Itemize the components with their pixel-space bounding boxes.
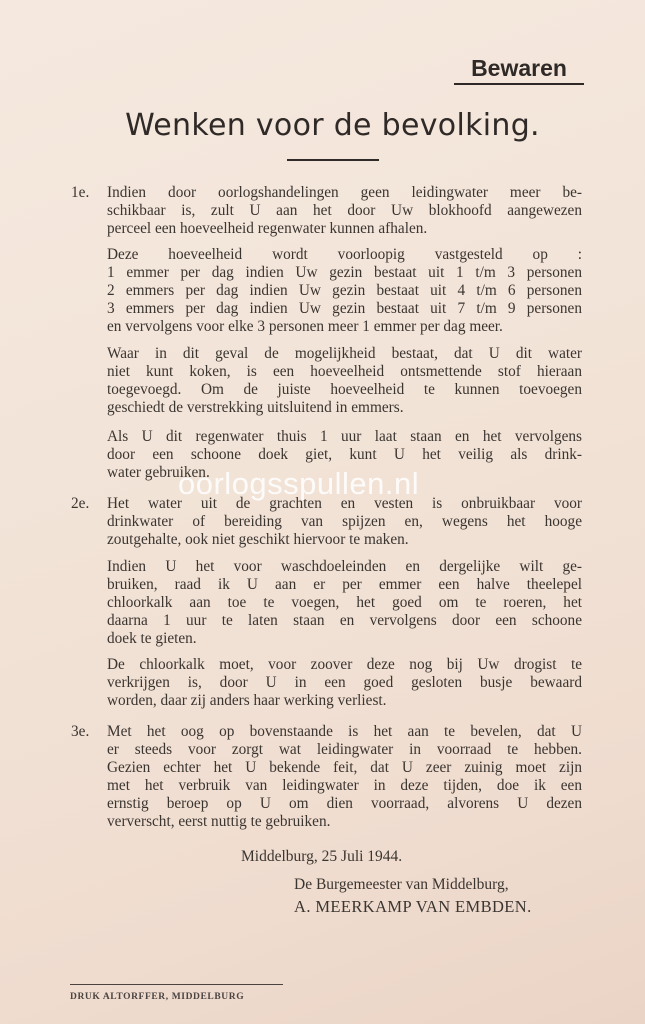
paragraph bbox=[107, 558, 582, 648]
text-line: verkrijgen is, door U in een goed gesloten busje bewaard bbox=[107, 673, 582, 691]
text-line: perceel een hoeveelheid regenwater kunnen afhalen. bbox=[107, 219, 428, 237]
title-divider bbox=[287, 159, 379, 161]
printer-credit: DRUK ALTORFFER, MIDDELBURG bbox=[70, 992, 245, 1002]
text-line: Het water uit de grachten en vesten is onbruikbaar voor bbox=[107, 495, 582, 512]
text-line: Indien door oorlogshandelingen geen leidingwater meer be- bbox=[107, 184, 582, 201]
text-line: Gezien echter het U bekende feit, dat U zeer zuinig moet zijn bbox=[107, 758, 582, 776]
text-line: drinkwater of bereiding van spijzen en, wegens het hooge bbox=[107, 512, 582, 530]
text-line: De chloorkalk moet, voor zoover deze nog bij Uw drogist te bbox=[107, 656, 582, 673]
date-line: Middelburg, 25 Juli 1944. bbox=[241, 848, 403, 865]
text-line: Met het oog op bovenstaande is het aan te bevelen, dat U bbox=[107, 723, 582, 740]
paragraph bbox=[107, 656, 582, 710]
text-line: Waar in dit geval de mogelijkheid bestaat, dat U dit water bbox=[107, 345, 582, 362]
text-line: doek te gieten. bbox=[107, 629, 197, 647]
text-line: door een schoone doek giet, kunt U het veilig als drink- bbox=[107, 445, 582, 463]
text-line: ernstig beroep op U om dien voorraad, alvorens U dezen bbox=[107, 794, 582, 812]
signatory-name: A. MEERKAMP VAN EMBDEN. bbox=[294, 897, 532, 916]
stamp-bewaren: Bewaren bbox=[454, 54, 584, 85]
numbered-paragraph bbox=[71, 184, 582, 238]
paragraph-number: 1e. bbox=[71, 184, 90, 201]
paragraph bbox=[107, 345, 582, 417]
text-line: daarna 1 uur te laten staan en vervolgens door een schoone bbox=[107, 611, 582, 629]
watermark: oorlogsspullen.nl bbox=[178, 466, 420, 501]
text-line: er steeds voor zorgt wat leidingwater in voorraad te hebben. bbox=[107, 740, 582, 758]
text-line: bruiken, raad ik U aan er per emmer een halve theelepel bbox=[107, 575, 582, 593]
text-line: 2 emmers per dag indien Uw gezin bestaat uit 4 t/m 6 personen bbox=[107, 281, 582, 299]
text-line: 1 emmer per dag indien Uw gezin bestaat uit 1 t/m 3 personen bbox=[107, 263, 582, 281]
text-line: ververscht, eerst nuttig te gebruiken. bbox=[107, 812, 331, 830]
text-line: Deze hoeveelheid wordt voorloopig vastgesteld op : bbox=[107, 246, 582, 263]
text-line: schikbaar is, zult U aan het door Uw blokhoofd aangewezen bbox=[107, 201, 582, 219]
numbered-paragraph bbox=[71, 723, 582, 830]
numbered-paragraph bbox=[71, 495, 582, 549]
footer-divider bbox=[70, 984, 283, 985]
paragraph-number: 2e. bbox=[71, 495, 90, 512]
text-line: Indien U het voor waschdoeleinden en dergelijke wilt ge- bbox=[107, 558, 582, 575]
text-line: water gebruiken. bbox=[107, 463, 210, 481]
text-line: worden, daar zij anders haar werking verliest. bbox=[107, 691, 387, 709]
text-line: met het verbruik van leidingwater in deze tijden, doe ik een bbox=[107, 776, 582, 794]
text-line: niet kunt koken, is een hoeveelheid ontsmettende stof hieraan bbox=[107, 362, 582, 380]
text-line: Als U dit regenwater thuis 1 uur laat staan en het vervolgens bbox=[107, 428, 582, 445]
text-line: 3 emmers per dag indien Uw gezin bestaat uit 7 t/m 9 personen bbox=[107, 299, 582, 317]
text-line: toegevoegd. Om de juiste hoeveelheid te kunnen toevoegen bbox=[107, 380, 582, 398]
text-line: zoutgehalte, ook niet geschikt hiervoor te maken. bbox=[107, 530, 409, 548]
paragraph bbox=[107, 246, 582, 336]
text-line: geschiedt de verstrekking uitsluitend in emmers. bbox=[107, 398, 404, 416]
signatory-title: De Burgemeester van Middelburg, bbox=[294, 876, 509, 893]
paragraph-number: 3e. bbox=[71, 723, 90, 740]
text-line: chloorkalk aan toe te voegen, het goed om te roeren, het bbox=[107, 593, 582, 611]
text-line: en vervolgens voor elke 3 personen meer 1 emmer per dag meer. bbox=[107, 317, 503, 335]
page-title: Wenken voor de bevolking. bbox=[125, 108, 540, 143]
